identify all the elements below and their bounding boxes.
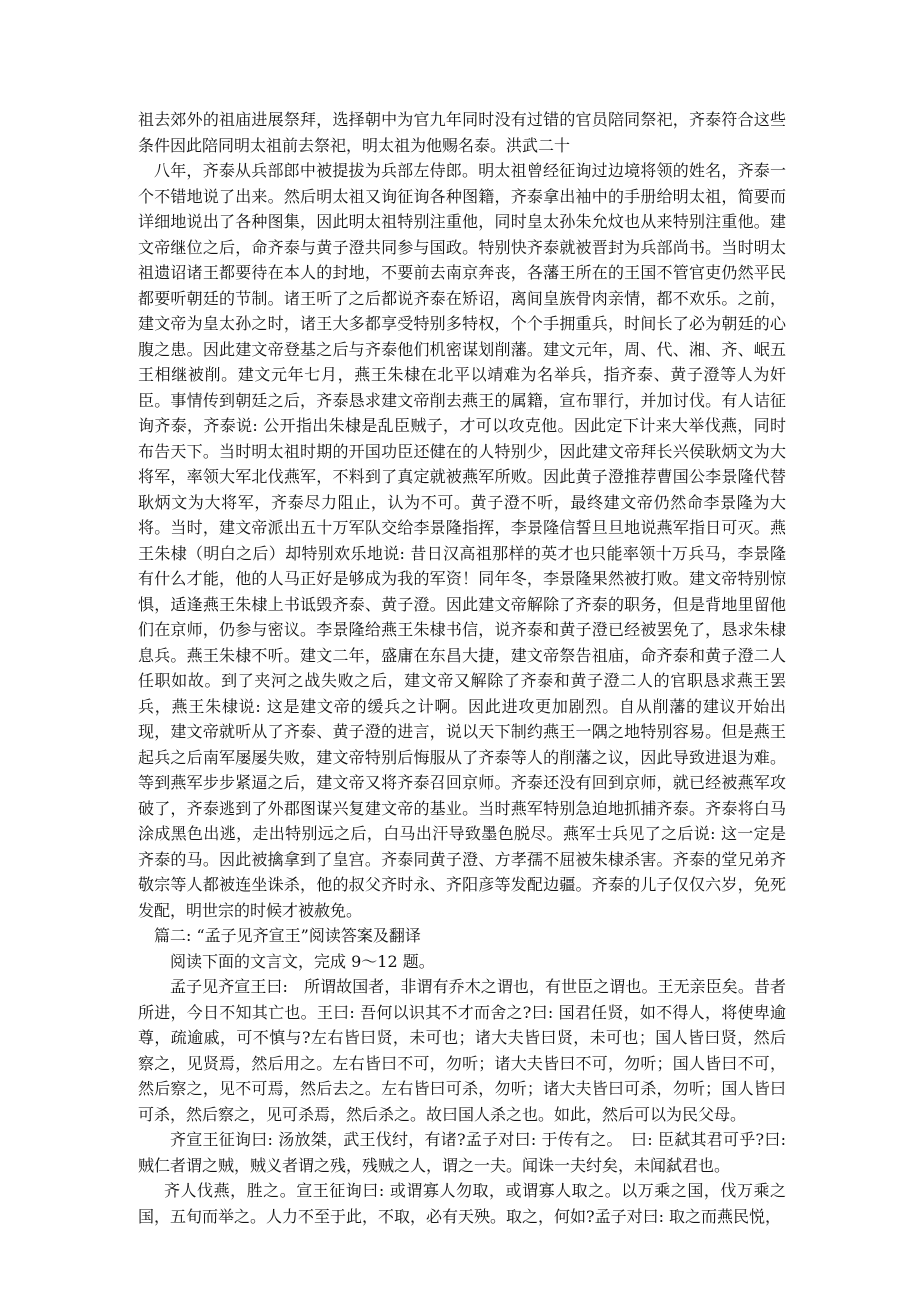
classical-text-paragraph-3: 齐人伐燕，胜之。宣王征询曰: 或谓寡人勿取，或谓寡人取之。以万乘之国，伐万乘之国，五旬而举之。人力不至于此，不取，必有天殃。取之，何如?孟子对曰: 取之而燕民悦， (138, 1181, 786, 1226)
document-page (138, 107, 786, 1229)
section-heading-part-two: 篇二: “孟子见齐宣王”阅读答案及翻译 (154, 926, 421, 945)
paragraph-continuation: 祖去郊外的祖庙进展祭拜，选择朝中为官九年同时没有过错的官员陪同祭祀，齐泰符合这些条件因此陪同明太祖前去祭祀，明太祖为他赐名泰。洪武二十 (138, 110, 786, 155)
classical-text-paragraph-1: 孟子见齐宣王曰: 所谓故国者，非谓有乔木之谓也，有世臣之谓也。王无亲臣矣。昔者所进，今日不知其亡也。王曰: 吾何以识其不才而舍之?曰: 国君任贤，如不得人，将使卑逾尊，疏逾戚，可不慎与?左右皆曰贤，未可也；诸大夫皆曰贤，未可也；国人皆曰贤，然后察之，见贤焉，然后用之。左右皆曰不可，勿听；诸大夫皆曰不可，勿听；国人皆曰不可，然后察之，见不可焉，然后去之。左右皆曰可杀，勿听；诸大夫皆曰可杀，勿听；国人皆曰可杀，然后察之，见可杀焉，然后杀之。故曰国人杀之也。如此，然后可以为民父母。 (138, 977, 786, 1124)
classical-text-paragraph-2: 齐宣王征询曰: 汤放桀，武王伐纣，有诸?孟子对曰: 于传有之。 曰: 臣弑其君可乎?曰: 贼仁者谓之贼，贼义者谓之残，残贼之人，谓之一夫。闻诛一夫纣矣，未闻弑君也。 (138, 1130, 786, 1175)
reading-instruction: 阅读下面的文言文，完成 9～12 题。 (170, 951, 435, 971)
paragraph-qi-tai-biography: 八年，齐泰从兵部郎中被提拔为兵部左侍郎。明太祖曾经征询过边境将领的姓名，齐泰一个不错地说了出来。然后明太祖又询征询各种图籍，齐泰拿出袖中的手册给明太祖，简要而详细地说出了各种图集，因此明太祖特别注重他，同时皇太孙朱允炆也从来特别注重他。建文帝继位之后，命齐泰与黄子澄共同参与国政。特别快齐泰就被晋封为兵部尚书。当时明太祖遗诏诸王都要待在本人的封地，不要前去南京奔丧，各藩王所在的王国不管官吏仍然平民都要听朝廷的节制。诸王听了之后都说齐泰在矫诏，离间皇族骨肉亲情，都不欢乐。之前，建文帝为皇太孙之时，诸王大多都享受特别多特权，个个手拥重兵，时间长了必为朝廷的心腹之患。因此建文帝登基之后与齐泰他们机密谋划削藩。建文元年，周、代、湘、齐、岷五王相继被削。建文元年七月，燕王朱棣在北平以靖难为名举兵，指齐泰、黄子澄等人为奸臣。事情传到朝廷之后，齐泰恳求建文帝削去燕王的属籍，宣布罪行，并加讨伐。有人诘征询齐泰，齐泰说: 公开指出朱棣是乱臣贼子，才可以攻克他。因此定下计来大举伐燕，同时布告天下。当时明太祖时期的开国功臣还健在的人特别少，因此建文帝拜长兴侯耿炳文为大将军，率领大军北伐燕军，不料到了真定就被燕军所败。因此黄子澄推荐曹国公李景隆代替耿炳文为大将军，齐泰尽力阻止，认为不可。黄子澄不听，最终建文帝仍然命李景隆为大将。当时，建文帝派出五十万军队交给李景隆指挥，李景隆信誓旦旦地说燕军指日可灭。燕王朱棣（明白之后）却特别欢乐地说: 昔日汉高祖那样的英才也只能率领十万兵马，李景隆有什么才能，他的人马正好是够成为我的军资！同年冬，李景隆果然被打败。建文帝特别惊惧，适逢燕王朱棣上书诋毁齐泰、黄子澄。因此建文帝解除了齐泰的职务，但是背地里留他们在京师，仍参与密议。李景隆给燕王朱棣书信，说齐泰和黄子澄已经被罢免了，恳求朱棣息兵。燕王朱棣不听。建文二年，盛庸在东昌大捷，建文帝祭告祖庙，命齐泰和黄子澄二人任职如故。到了夹河之战失败之后，建文帝又解除了齐泰和黄子澄二人的官职恳求燕王罢兵，燕王朱棣说: 这是建文帝的缓兵之计啊。因此进攻更加剧烈。自从削藩的建议开始出现，建文帝就听从了齐泰、黄子澄的进言，说以天下制约燕王一隅之地特别容易。但是燕王起兵之后南军屡屡失败，建文帝特别后悔服从了齐泰等人的削藩之议，因此导致进退为难。等到燕军步步紧逼之后，建文帝又将齐泰召回京师。齐泰还没有回到京师，就已经被燕军攻破了，齐泰逃到了外郡图谋兴复建文帝的基业。当时燕军特别急迫地抓捕齐泰。齐泰将白马涂成黑色出逃，走出特别远之后，白马出汗导致墨色脱尽。燕军士兵见了之后说: 这一定是齐泰的马。因此被擒拿到了皇宫。齐泰同黄子澄、方孝孺不屈被朱棣杀害。齐泰的堂兄弟齐敬宗等人都被连坐诛杀，他的叔父齐时永、齐阳彦等发配边疆。齐泰的儿子仅仅六岁，免死发配，明世宗的时候才被赦免。 (138, 161, 786, 920)
